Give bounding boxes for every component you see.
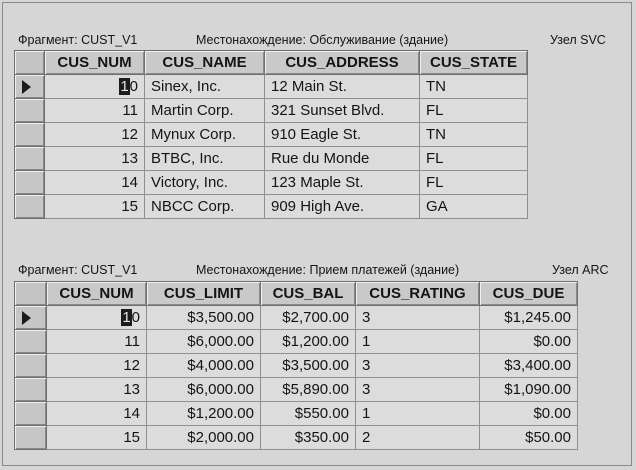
cell-cus-address[interactable]: 12 Main St.: [265, 75, 420, 99]
cell-cus-due[interactable]: $1,245.00: [480, 306, 578, 330]
cell-cus-num[interactable]: [45, 75, 145, 99]
cell-cus-num[interactable]: 12: [45, 123, 145, 147]
fragment-1-location: Местонахождение: Обслуживание (здание): [196, 33, 449, 47]
row-selector[interactable]: [15, 75, 45, 99]
table-row[interactable]: [15, 306, 578, 330]
grid-2-corner-selector[interactable]: [15, 282, 47, 306]
cell-cus-name[interactable]: NBCC Corp.: [145, 195, 265, 219]
fragment-2-label: Фрагмент: CUST_V1: [18, 263, 138, 277]
current-record-arrow-icon: [22, 311, 31, 325]
cell-cus-bal[interactable]: $350.00: [261, 426, 356, 450]
cell-cus-name[interactable]: BTBC, Inc.: [145, 147, 265, 171]
cell-cus-state[interactable]: FL: [420, 171, 528, 195]
row-selector[interactable]: [15, 378, 47, 402]
cell-cus-name[interactable]: Victory, Inc.: [145, 171, 265, 195]
table-row[interactable]: [15, 99, 528, 123]
cell-cus-state[interactable]: FL: [420, 147, 528, 171]
cell-cus-rating[interactable]: 2: [356, 426, 480, 450]
cell-cus-limit[interactable]: $6,000.00: [147, 330, 261, 354]
cell-cus-bal[interactable]: $1,200.00: [261, 330, 356, 354]
cell-cus-num[interactable]: 12: [47, 354, 147, 378]
cell-cus-due[interactable]: $1,090.00: [480, 378, 578, 402]
cell-cus-rating[interactable]: 1: [356, 330, 480, 354]
customer-payment-grid: [14, 281, 578, 450]
cell-cus-num[interactable]: 15: [47, 426, 147, 450]
column-header-cus-state[interactable]: CUS_STATE: [420, 51, 528, 75]
cell-cus-address[interactable]: 123 Maple St.: [265, 171, 420, 195]
cell-cus-name[interactable]: Sinex, Inc.: [145, 75, 265, 99]
current-record-arrow-icon: [22, 80, 31, 94]
column-header-cus-bal[interactable]: CUS_BAL: [261, 282, 356, 306]
grid-1-corner-selector[interactable]: [15, 51, 45, 75]
table-row[interactable]: [15, 330, 578, 354]
cell-cus-num[interactable]: 13: [47, 378, 147, 402]
cell-cus-address[interactable]: Rue du Monde: [265, 147, 420, 171]
cell-cus-limit[interactable]: $6,000.00: [147, 378, 261, 402]
row-selector[interactable]: [15, 402, 47, 426]
cell-cus-rating[interactable]: 3: [356, 306, 480, 330]
fragment-1-label: Фрагмент: CUST_V1: [18, 33, 138, 47]
cell-cus-limit[interactable]: $1,200.00: [147, 402, 261, 426]
customer-service-grid: [14, 50, 528, 219]
fragment-1-node: Узел SVC: [550, 33, 606, 47]
row-selector[interactable]: [15, 171, 45, 195]
column-header-cus-name[interactable]: CUS_NAME: [145, 51, 265, 75]
cell-cus-rating[interactable]: 3: [356, 354, 480, 378]
column-header-cus-address[interactable]: CUS_ADDRESS: [265, 51, 420, 75]
cell-cus-due[interactable]: $50.00: [480, 426, 578, 450]
cell-cus-num[interactable]: 11: [47, 330, 147, 354]
cell-cus-due[interactable]: $0.00: [480, 330, 578, 354]
cell-cus-num[interactable]: [47, 306, 147, 330]
row-selector[interactable]: [15, 354, 47, 378]
grid-2-header-row: [15, 282, 578, 306]
table-row[interactable]: [15, 354, 578, 378]
cell-cus-bal[interactable]: $2,700.00: [261, 306, 356, 330]
cell-cus-rating[interactable]: 3: [356, 378, 480, 402]
table-row[interactable]: [15, 75, 528, 99]
fragment-2-node: Узел ARC: [552, 263, 609, 277]
column-header-cus-num[interactable]: CUS_NUM: [45, 51, 145, 75]
fragment-1-header: [0, 32, 636, 48]
cell-cus-state[interactable]: FL: [420, 99, 528, 123]
table-row[interactable]: [15, 195, 528, 219]
fragment-2-location: Местонахождение: Прием платежей (здание): [196, 263, 460, 277]
table-row[interactable]: [15, 378, 578, 402]
column-header-cus-due[interactable]: CUS_DUE: [480, 282, 578, 306]
row-selector[interactable]: [15, 330, 47, 354]
table-row[interactable]: [15, 402, 578, 426]
cell-cus-state[interactable]: GA: [420, 195, 528, 219]
cell-cus-address[interactable]: 321 Sunset Blvd.: [265, 99, 420, 123]
cell-cus-address[interactable]: 910 Eagle St.: [265, 123, 420, 147]
row-selector[interactable]: [15, 306, 47, 330]
column-header-cus-limit[interactable]: CUS_LIMIT: [147, 282, 261, 306]
cell-cus-bal[interactable]: $550.00: [261, 402, 356, 426]
row-selector[interactable]: [15, 426, 47, 450]
cell-editor-cursor[interactable]: 10: [122, 309, 140, 326]
grid-1-header-row: [15, 51, 528, 75]
fragment-2-header: [0, 262, 636, 278]
cell-editor-cursor[interactable]: 10: [120, 78, 138, 95]
table-row[interactable]: [15, 123, 528, 147]
table-row[interactable]: [15, 147, 528, 171]
cell-cus-bal[interactable]: $3,500.00: [261, 354, 356, 378]
table-row[interactable]: [15, 171, 528, 195]
row-selector[interactable]: [15, 147, 45, 171]
cell-cus-state[interactable]: TN: [420, 123, 528, 147]
row-selector[interactable]: [15, 99, 45, 123]
cell-cus-due[interactable]: $3,400.00: [480, 354, 578, 378]
cell-cus-name[interactable]: Martin Corp.: [145, 99, 265, 123]
column-header-cus-rating[interactable]: CUS_RATING: [356, 282, 480, 306]
cell-cus-num[interactable]: 11: [45, 99, 145, 123]
cell-cus-limit[interactable]: $4,000.00: [147, 354, 261, 378]
cell-cus-num[interactable]: 14: [47, 402, 147, 426]
row-selector[interactable]: [15, 195, 45, 219]
cell-cus-num[interactable]: 14: [45, 171, 145, 195]
cell-cus-limit[interactable]: $3,500.00: [147, 306, 261, 330]
cell-cus-rating[interactable]: 1: [356, 402, 480, 426]
cell-cus-due[interactable]: $0.00: [480, 402, 578, 426]
cell-cus-bal[interactable]: $5,890.00: [261, 378, 356, 402]
table-row[interactable]: [15, 426, 578, 450]
row-selector[interactable]: [15, 123, 45, 147]
cell-cus-address[interactable]: 909 High Ave.: [265, 195, 420, 219]
cell-cus-num[interactable]: 15: [45, 195, 145, 219]
cell-cus-num[interactable]: 13: [45, 147, 145, 171]
cell-cus-name[interactable]: Mynux Corp.: [145, 123, 265, 147]
column-header-cus-num[interactable]: CUS_NUM: [47, 282, 147, 306]
cell-cus-limit[interactable]: $2,000.00: [147, 426, 261, 450]
cell-cus-state[interactable]: TN: [420, 75, 528, 99]
